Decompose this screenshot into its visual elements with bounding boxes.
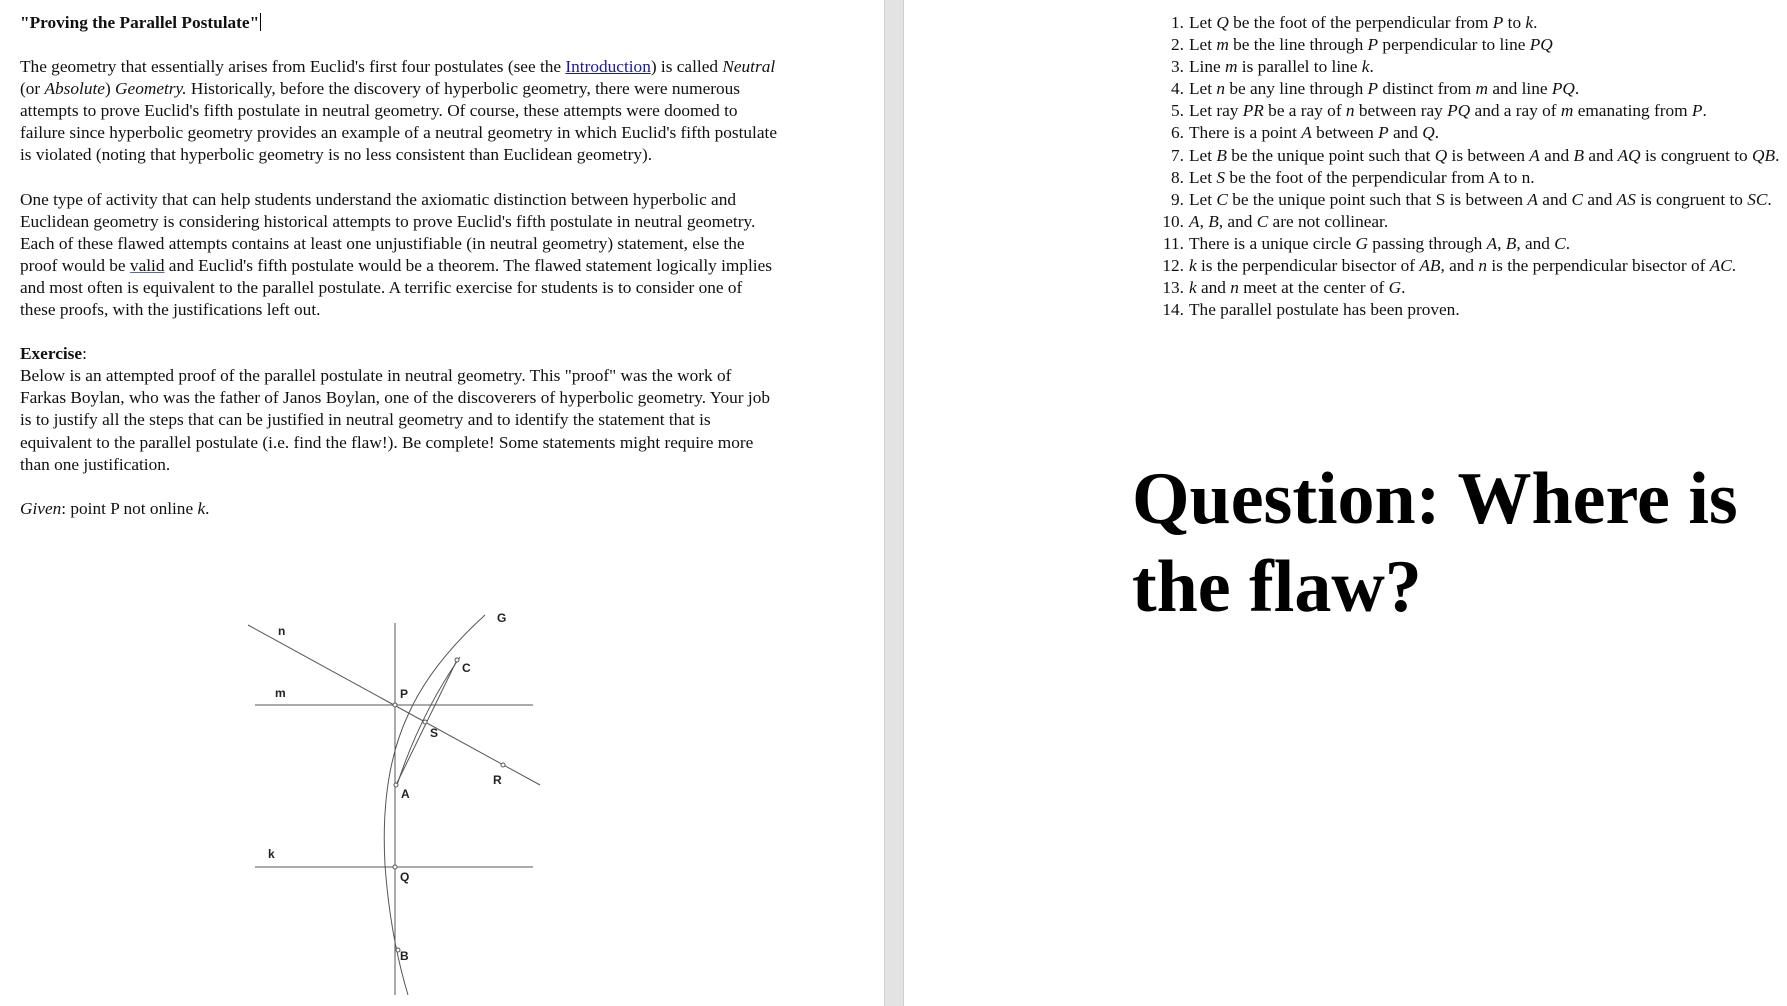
- proof-step-7: [1154, 145, 1784, 167]
- step-number: 2.: [1171, 35, 1184, 55]
- step-text: Let ray PR be a ray of n between ray PQ and a ray of m emanating from P.: [1189, 101, 1707, 121]
- geometry-diagram: [240, 605, 550, 1000]
- exercise-heading: Exercise: [20, 344, 83, 364]
- label-n: n: [278, 624, 286, 638]
- step-text: Let Q be the foot of the perpendicular from P to k.: [1189, 13, 1538, 32]
- step-number: 9.: [1171, 189, 1184, 209]
- step-text: Line m is parallel to line k.: [1189, 57, 1374, 77]
- step-text: Let n be any line through P distinct from m and line PQ.: [1189, 79, 1580, 99]
- proof-steps-list: [1154, 12, 1784, 321]
- proof-step-6: [1154, 122, 1784, 144]
- step-number: 6.: [1171, 123, 1184, 143]
- point-s: [423, 720, 427, 724]
- text-cursor: [260, 13, 261, 31]
- introduction-link[interactable]: Introduction: [565, 57, 651, 77]
- label-g: G: [497, 611, 507, 625]
- step-number: 14.: [1162, 300, 1184, 320]
- step-number: 1.: [1171, 13, 1184, 32]
- page-gutter: [884, 0, 904, 1006]
- step-text: Let C be the unique point such that S is between A and C and AS is congruent to SC.: [1189, 189, 1772, 209]
- step-text: The parallel postulate has been proven.: [1189, 300, 1460, 320]
- proof-step-14: [1154, 299, 1784, 321]
- step-text: Let m be the line through P perpendicular to line PQ: [1189, 35, 1553, 55]
- step-text: Let B be the unique point such that Q is between A and B and AQ is congruent to QB.: [1189, 145, 1780, 165]
- inner-arc: [397, 657, 460, 785]
- proof-step-12: [1154, 255, 1784, 277]
- proof-step-1: [1154, 12, 1784, 34]
- step-text: Let S be the foot of the perpendicular from A to n.: [1189, 167, 1535, 187]
- label-m: m: [275, 686, 286, 700]
- proof-step-8: [1154, 167, 1784, 189]
- label-r: R: [493, 773, 502, 787]
- proof-step-2: [1154, 34, 1784, 56]
- exercise-text: Below is an attempted proof of the parallel postulate in neutral geometry. This "proof" was the work of Farkas Boylan, who was the father of Janos Boylan, one of the discoverers of hyperbolic geometry. Your job is to justify all the steps that can be justified in neutral geometry and to identify the statement that is equivalent to the parallel postulate (i.e. find the flaw!). Be complete! Some statements might require more than one justification.: [20, 366, 770, 474]
- step-text: k and n meet at the center of G.: [1189, 278, 1406, 298]
- intro-paragraph: The geometry that essentially arises from Euclid's first four postulates (see the Introduction) is called Neutral (or Absolute) Geometry. Historically, before the discovery of hyperbolic geometry, there were numerous attempts to prove Euclid's fifth postulate in neutral geometry. Of course, these attempts were doomed to failure since hyperbolic geometry provides an example of a neutral geometry in which Euclid's fifth postulate is violated (noting that hyperbolic geometry is no less consistent than Euclidean geometry).: [20, 57, 777, 165]
- proof-step-3: [1154, 56, 1784, 78]
- given-line: Given: point P not online k.: [20, 498, 210, 518]
- step-number: 12.: [1162, 256, 1184, 276]
- step-number: 4.: [1171, 79, 1184, 99]
- exercise-section: Exercise: Below is an attempted proof of the parallel postulate in neutral geometry. This "proof" was the work of Farkas Boylan, who was the father of Janos Boylan, one of the discoverers of hyperbolic geometry. Your job is to justify all the steps that can be justified in neutral geometry and to identify the statement that is equivalent to the parallel postulate (i.e. find the flaw!). Be complete! Some statements might require more than one justification.: [20, 343, 780, 476]
- question-heading[interactable]: Question: Where is the flaw?: [1132, 458, 1738, 628]
- step-text: k is the perpendicular bisector of AB, and n is the perpendicular bisector of AC.: [1189, 256, 1737, 276]
- document-body: [20, 12, 780, 542]
- proof-step-9: [1154, 189, 1784, 211]
- point-a: [394, 783, 398, 787]
- proof-step-11: [1154, 233, 1784, 255]
- step-number: 5.: [1171, 101, 1184, 121]
- proof-step-5: [1154, 100, 1784, 122]
- label-k: k: [268, 847, 275, 861]
- step-number: 11.: [1163, 233, 1184, 253]
- document-title[interactable]: "Proving the Parallel Postulate": [20, 13, 260, 32]
- label-c: C: [462, 661, 471, 675]
- step-number: 10.: [1162, 211, 1184, 231]
- proof-step-13: [1154, 277, 1784, 299]
- point-q: [393, 865, 397, 869]
- step-text: There is a point A between P and Q.: [1189, 123, 1440, 143]
- label-p: P: [400, 687, 409, 701]
- step-number: 3.: [1171, 57, 1184, 77]
- step-text: There is a unique circle G passing through A, B, and C.: [1189, 233, 1571, 253]
- step-number: 13.: [1162, 278, 1184, 298]
- label-q: Q: [400, 870, 410, 884]
- valid-word[interactable]: valid: [129, 255, 165, 275]
- proof-step-10: [1154, 211, 1784, 233]
- point-p: [393, 703, 397, 707]
- proof-step-4: [1154, 78, 1784, 100]
- label-b: B: [400, 949, 409, 963]
- point-c: [455, 658, 459, 662]
- step-number: 8.: [1171, 167, 1184, 187]
- label-a: A: [401, 787, 410, 801]
- left-page: [0, 0, 884, 1006]
- activity-paragraph: One type of activity that can help students understand the axiomatic distinction between hyperbolic and Euclidean geometry is considering historical attempts to prove Euclid's fifth postulate in neutral geometry. Each of these flawed attempts contains at least one unjustifiable (in neutral geometry) statement, else the proof would be valid and Euclid's fifth postulate would be a theorem. The flawed statement logically implies and most often is equivalent to the parallel postulate. A terrific exercise for students is to consider one of these proofs, with the justifications left out.: [20, 189, 772, 320]
- step-number: 7.: [1171, 145, 1184, 165]
- step-text: A, B, and C are not collinear.: [1189, 211, 1389, 231]
- point-r: [501, 763, 505, 767]
- label-s: S: [430, 726, 439, 740]
